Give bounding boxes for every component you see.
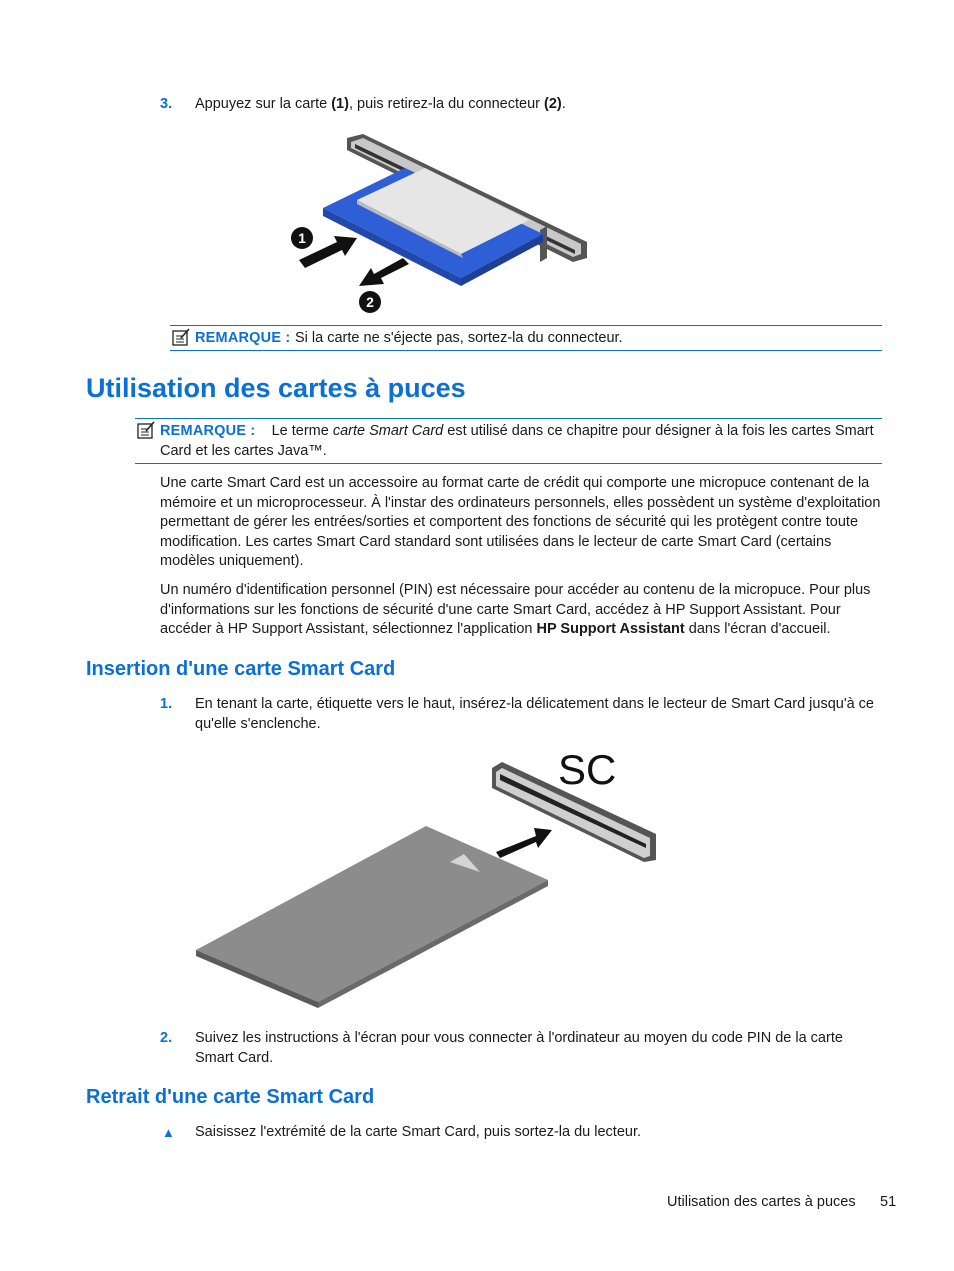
note-1 — [170, 325, 882, 351]
sd-card — [323, 168, 543, 286]
section-title: Utilisation des cartes à puces — [86, 373, 466, 403]
step-2-number: 2. — [160, 1030, 173, 1046]
step-1-text: En tenant la carte, étiquette vers le haut, insérez-la délicatement dans le lecteur de Smart Card jusqu'à ce qu'elle s'enclenche. — [195, 696, 875, 732]
remove-arrow — [359, 258, 409, 286]
sc-label: SC — [558, 746, 617, 793]
paragraph-pin: Un numéro d'identification personnel (PIN) est nécessaire pour accéder au contenu de la micropuce. Pour plus d'informations sur les fonctions de sécurité d'une carte Smart Card, accédez à HP Support Assistant. Pour accéder à HP Support Assistant, sélectionnez l'application HP Support Assistant dans l'écran d'accueil. — [160, 582, 871, 637]
note-icon — [137, 421, 155, 439]
note-1-label: REMARQUE : — [195, 330, 291, 346]
footer-chapter: Utilisation des cartes à puces — [667, 1194, 856, 1210]
step-3-text: Appuyez sur la carte (1), puis retirez-la du connecteur (2). — [195, 96, 566, 112]
retrait-title: Retrait d'une carte Smart Card — [86, 1086, 375, 1108]
page-number: 51 — [880, 1194, 897, 1210]
smart-card-insert-figure — [190, 740, 670, 1020]
retrait-text: Saisissez l'extrémité de la carte Smart Card, puis sortez-la du lecteur. — [195, 1124, 642, 1140]
step-2-text: Suivez les instructions à l'écran pour vous connecter à l'ordinateur au moyen du code PIN de la carte Smart Card. — [195, 1030, 843, 1066]
callout-2: 2 — [366, 294, 374, 310]
smart-card — [196, 826, 548, 1008]
note-2 — [135, 418, 882, 464]
step-1-number: 1. — [160, 696, 173, 712]
note-icon — [172, 328, 190, 346]
sd-card-eject-figure — [285, 130, 595, 320]
step-3-number-label: 3. — [160, 95, 190, 115]
triangle-bullet-icon: ▲ — [162, 1125, 175, 1140]
paragraph-smart-card: Une carte Smart Card est un accessoire au format carte de crédit qui comporte une micropuce contenant de la mémoire et un microprocesseur. À l'instar des ordinateurs personnels, elles possèdent un système d'exploitation permettant de gérer les entrées/sorties et comportent des fonctions de sécurité qui les protègent contre toute modification. Les cartes Smart Card standard sont utilisées dans le lecteur de carte Smart Card (certains modèles uniquement). — [160, 475, 881, 569]
insert-arrow — [496, 828, 552, 858]
note-2-text: REMARQUE : Le terme carte Smart Card est utilisé dans ce chapitre pour désigner à la fois les cartes Smart Card et les cartes Java™. — [160, 423, 874, 459]
callout-1: 1 — [298, 230, 306, 246]
note-1-text: Si la carte ne s'éjecte pas, sortez-la du connecteur. — [295, 330, 623, 346]
insertion-title: Insertion d'une carte Smart Card — [86, 658, 396, 680]
